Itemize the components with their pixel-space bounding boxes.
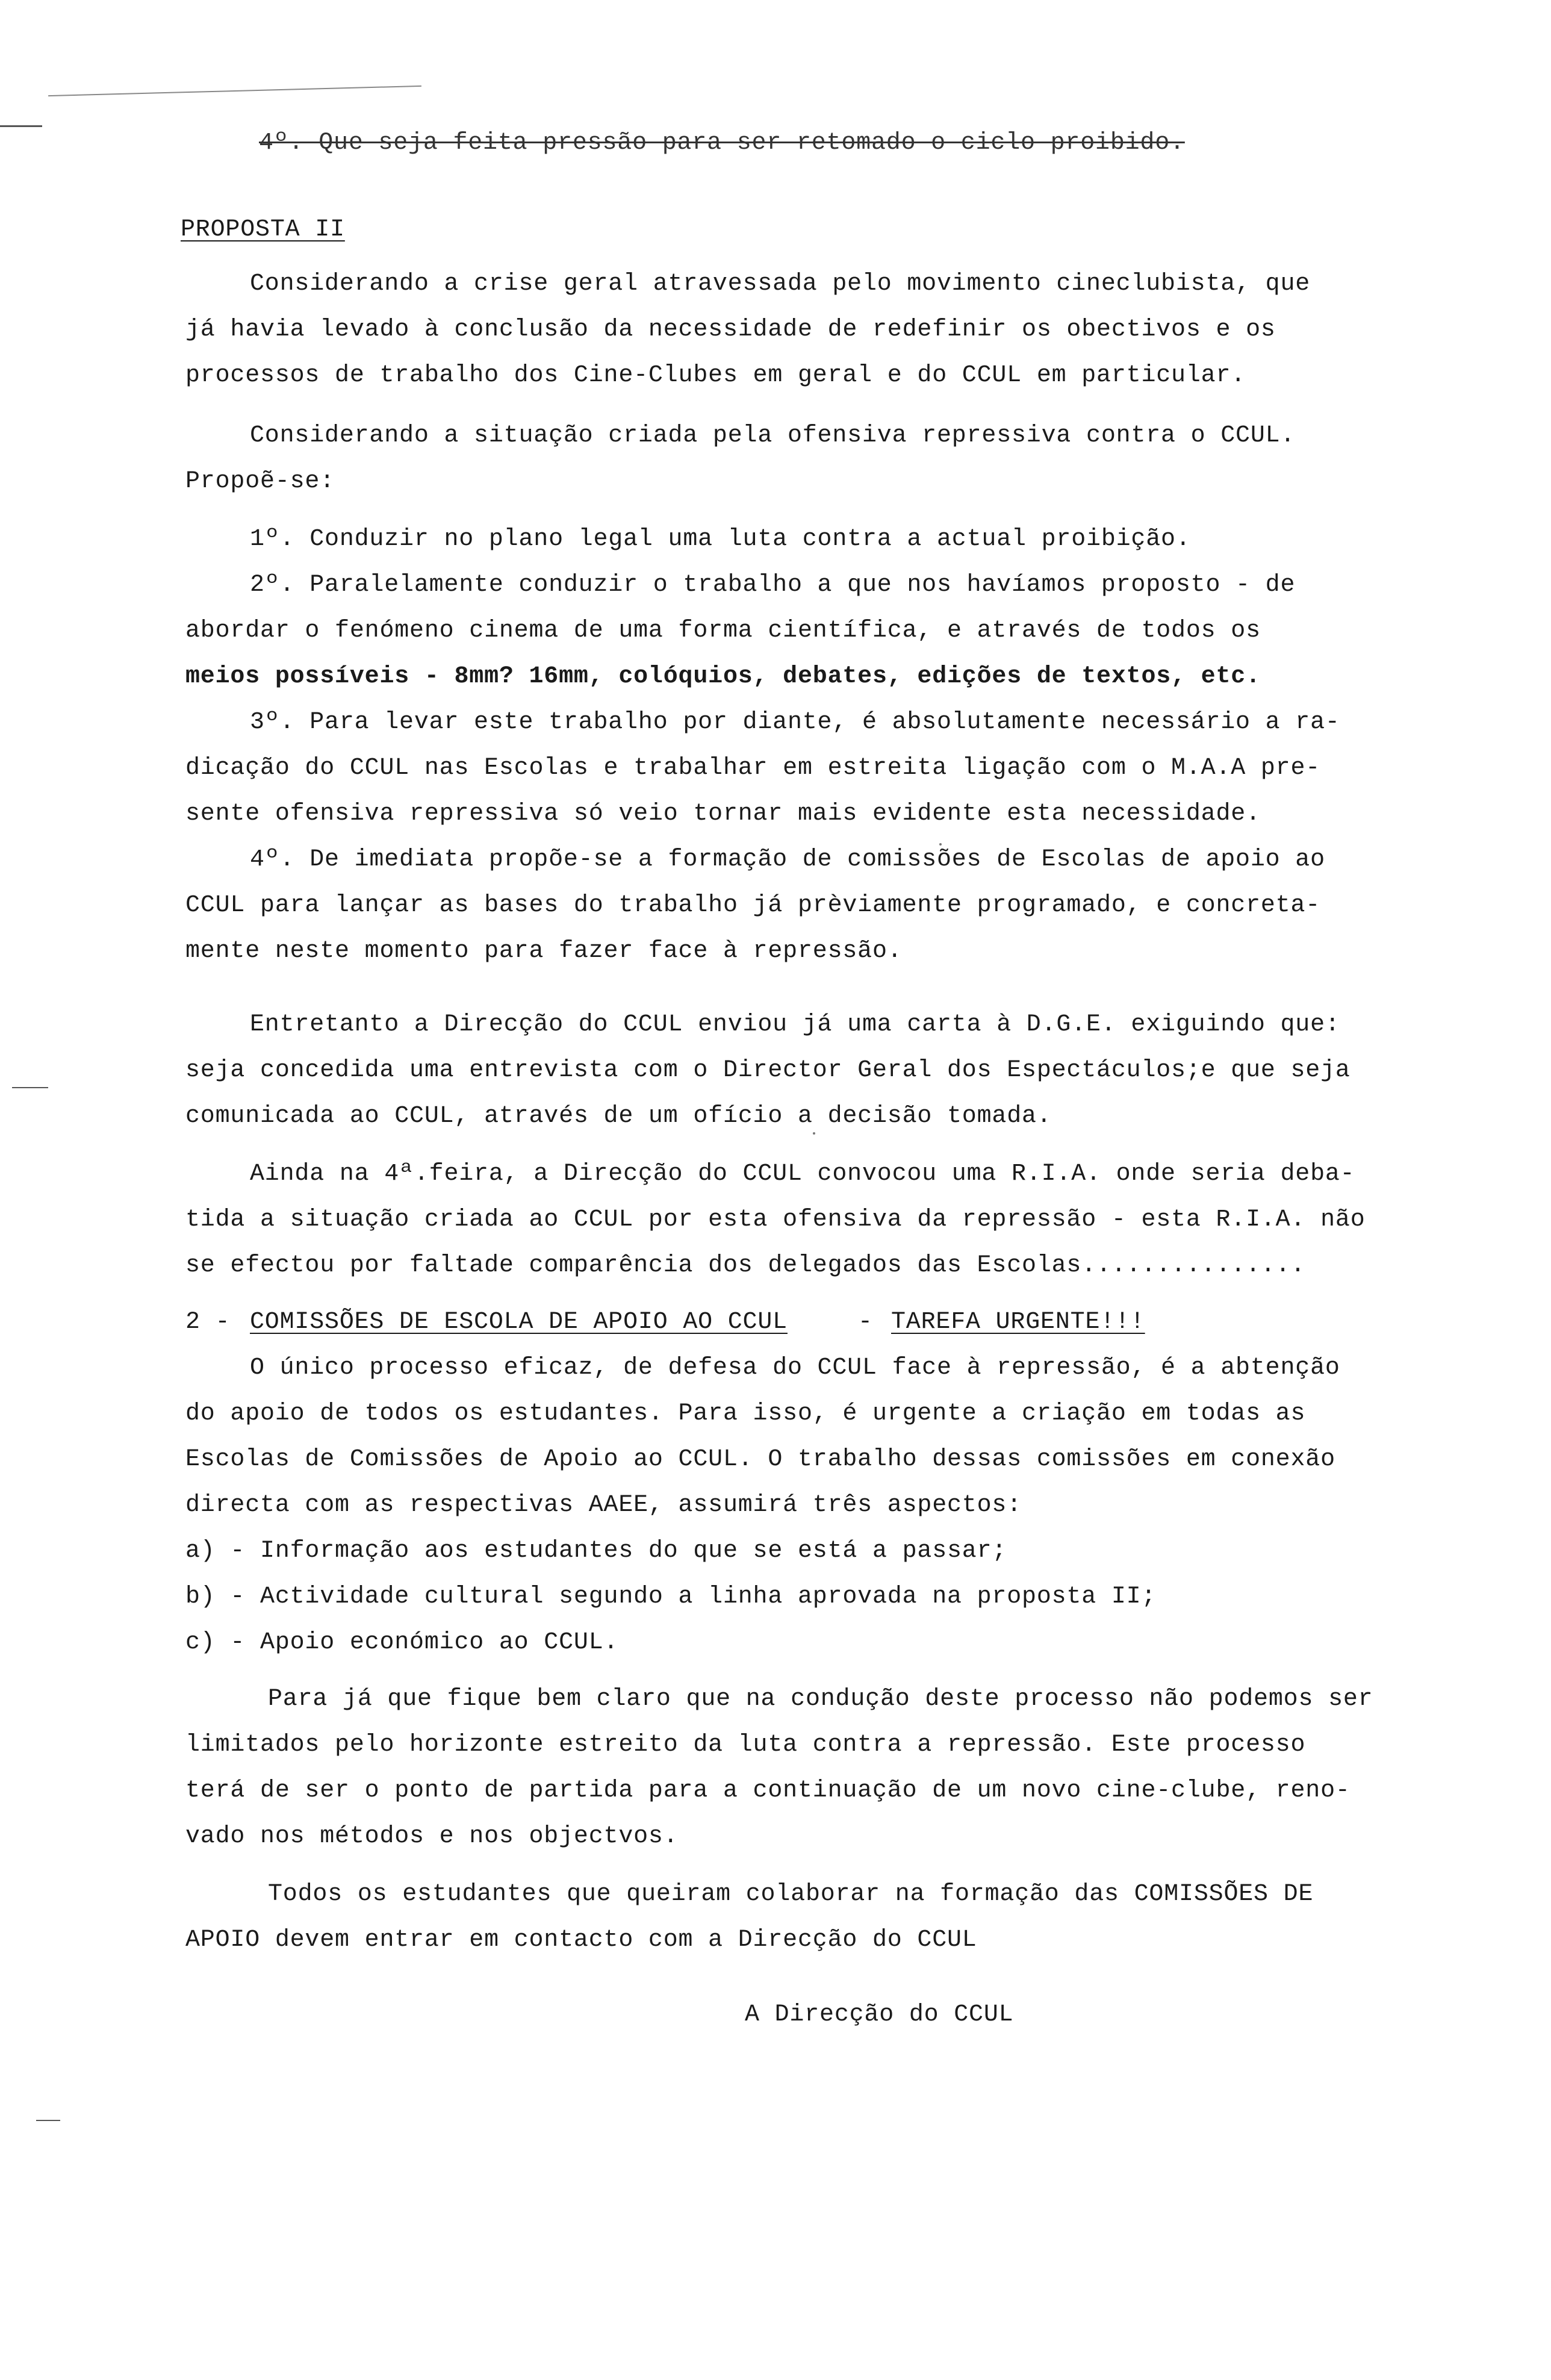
paragraph-line: Entretanto a Direcção do CCUL enviou já uma carta à D.G.E. exiguindo que: bbox=[250, 1011, 1340, 1038]
list-item: abordar o fenómeno cinema de uma forma científica, e através de todos os bbox=[185, 617, 1261, 644]
section-dash: - bbox=[858, 1309, 873, 1336]
paragraph-line: Considerando a situação criada pela ofensiva repressiva contra o CCUL. bbox=[250, 422, 1296, 449]
paragraph-line: Propoẽ-se: bbox=[185, 468, 335, 495]
list-item: c) - Apoio económico ao CCUL. bbox=[185, 1629, 619, 1656]
paragraph-line: APOIO devem entrar em contacto com a Direcção do CCUL bbox=[185, 1927, 977, 1954]
paragraph-line: directa com as respectivas AAEE, assumirá três aspectos: bbox=[185, 1492, 1022, 1519]
paragraph-line: limitados pelo horizonte estreito da luta contra a repressão. Este processo bbox=[185, 1731, 1306, 1759]
scan-speck bbox=[813, 1132, 815, 1135]
paragraph-line: Para já que fique bem claro que na condução deste processo não podemos ser bbox=[268, 1686, 1373, 1713]
list-item: CCUL para lançar as bases do trabalho já prèviamente programado, e concreta- bbox=[185, 892, 1321, 919]
section-title: COMISSÕES DE ESCOLA DE APOIO AO CCUL bbox=[250, 1309, 788, 1336]
list-item: 3º. Para levar este trabalho por diante, é absolutamente necessário a ra- bbox=[250, 709, 1340, 736]
scan-mark bbox=[12, 1087, 48, 1088]
paragraph-line: do apoio de todos os estudantes. Para isso, é urgente a criação em todas as bbox=[185, 1400, 1306, 1427]
paragraph-line: O único processo eficaz, de defesa do CCUL face à repressão, é a abtenção bbox=[250, 1354, 1340, 1382]
section-number: 2 - bbox=[185, 1309, 231, 1336]
paragraph-line: Considerando a crise geral atravessada pelo movimento cineclubista, que bbox=[250, 270, 1311, 298]
paragraph-line: terá de ser o ponto de partida para a continuação de um novo cine-clube, reno- bbox=[185, 1777, 1351, 1804]
signature: A Direcção do CCUL bbox=[745, 2001, 1014, 2028]
section-tag: TAREFA URGENTE!!! bbox=[891, 1309, 1145, 1336]
scan-mark bbox=[48, 86, 421, 96]
scan-mark bbox=[0, 125, 42, 127]
list-item: meios possíveis - 8mm? 16mm, colóquios, debates, edições de textos, etc. bbox=[185, 663, 1261, 690]
list-item: mente neste momento para fazer face à repressão. bbox=[185, 938, 903, 965]
list-item: 4º. De imediata propõe-se a formação de comissões de Escolas de apoio ao bbox=[250, 846, 1325, 873]
list-item: 2º. Paralelamente conduzir o trabalho a que nos havíamos proposto - de bbox=[250, 572, 1296, 599]
paragraph-line: tida a situação criada ao CCUL por esta ofensiva da repressão - esta R.I.A. não bbox=[185, 1206, 1366, 1233]
paragraph-line: processos de trabalho dos Cine-Clubes em geral e do CCUL em particular. bbox=[185, 362, 1246, 389]
paragraph-line: Escolas de Comissões de Apoio ao CCUL. O trabalho dessas comissões em conexão bbox=[185, 1446, 1335, 1473]
list-item: dicação do CCUL nas Escolas e trabalhar em estreita ligação com o M.A.A pre- bbox=[185, 755, 1321, 782]
paragraph-line: Todos os estudantes que queiram colaborar na formação das COMISSÕES DE bbox=[268, 1881, 1314, 1908]
list-item: 1º. Conduzir no plano legal uma luta contra a actual proibição. bbox=[250, 526, 1191, 553]
scan-mark bbox=[36, 2120, 60, 2121]
paragraph-line: já havia levado à conclusão da necessidade de redefinir os obectivos e os bbox=[185, 316, 1276, 343]
list-item: b) - Actividade cultural segundo a linha aprovada na proposta II; bbox=[185, 1583, 1157, 1610]
paragraph-line: Ainda na 4ª.feira, a Direcção do CCUL convocou uma R.I.A. onde seria deba- bbox=[250, 1160, 1355, 1188]
paragraph-line: vado nos métodos e nos objectvos. bbox=[185, 1823, 679, 1850]
list-item: a) - Informação aos estudantes do que se está a passar; bbox=[185, 1537, 1007, 1565]
paragraph-line: se efectou por faltade comparência dos delegados das Escolas............... bbox=[185, 1252, 1306, 1279]
paragraph-line: seja concedida uma entrevista com o Director Geral dos Espectáculos;e que seja bbox=[185, 1057, 1351, 1084]
paragraph-line: comunicada ao CCUL, através de um ofício a decisão tomada. bbox=[185, 1103, 1052, 1130]
top-struck-line: 4º. Que seja feita pressão para ser retomado o ciclo proibido. bbox=[259, 129, 1185, 157]
proposta-heading: PROPOSTA II bbox=[181, 216, 345, 243]
list-item: sente ofensiva repressiva só veio tornar mais evidente esta necessidade. bbox=[185, 800, 1261, 827]
